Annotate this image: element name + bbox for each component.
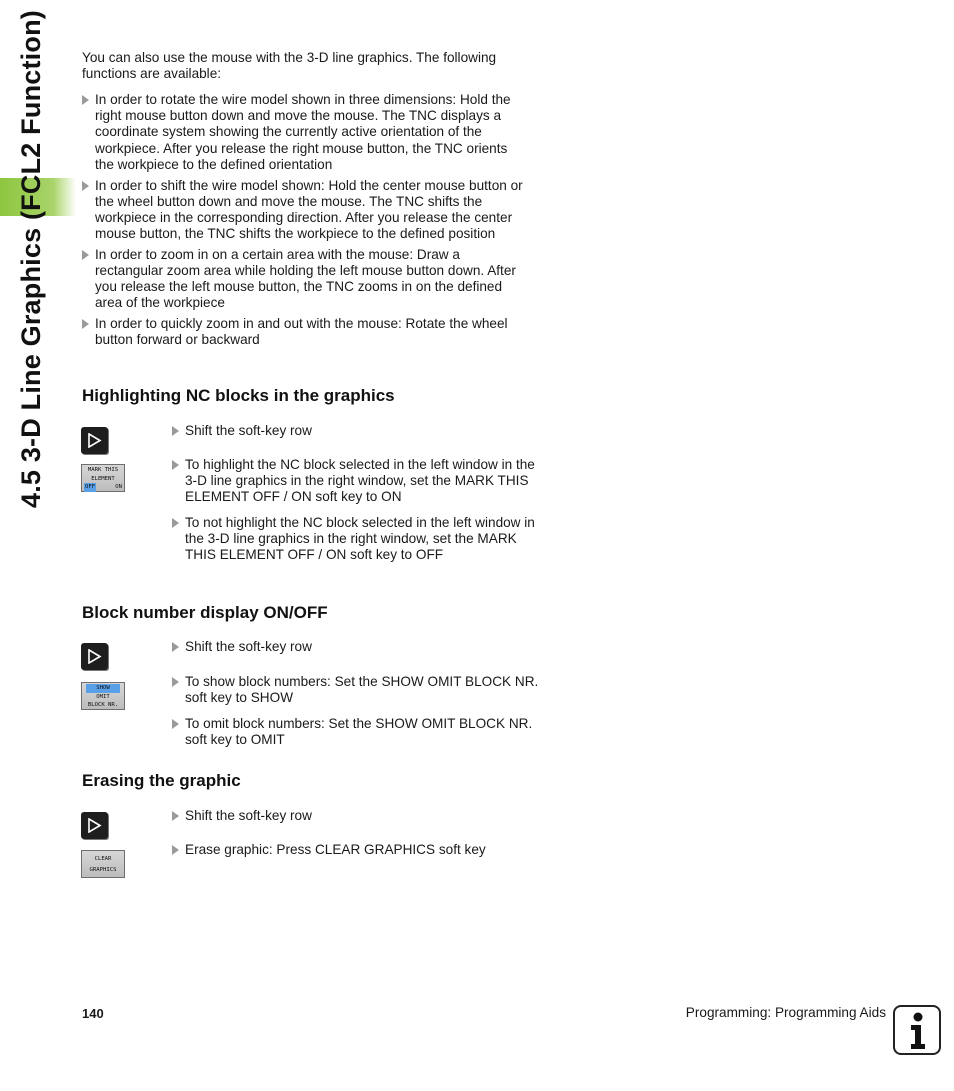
intro-paragraph: You can also use the mouse with the 3-D line graphics. The following functions are available: [82, 50, 497, 82]
bullet-arrow-icon [172, 460, 179, 470]
bullet-arrow-icon [82, 181, 89, 191]
highlight-off-step: To not highlight the NC block selected in the left window in the 3-D line graphics in the right window, set the MARK THIS ELEMENT OFF / ON soft key to OFF [172, 515, 543, 564]
info-i-glyph [905, 1011, 931, 1051]
bullet-arrow-icon [172, 518, 179, 528]
bullet-arrow-icon [82, 319, 89, 329]
next-softkey-row-key[interactable] [81, 427, 108, 454]
clear-graphics-softkey[interactable]: CLEAR GRAPHICS [81, 850, 125, 878]
chapter-side-title: 4.5 3-D Line Graphics (FCL2 Function) [16, 10, 46, 508]
section-heading-highlighting: Highlighting NC blocks in the graphics [82, 386, 395, 405]
bullet-arrow-icon [82, 250, 89, 260]
list-item: In order to quickly zoom in and out with the mouse: Rotate the wheel button forward or backward [82, 316, 528, 348]
omit-block-numbers-step: To omit block numbers: Set the SHOW OMIT BLOCK NR. soft key to OMIT [172, 716, 543, 748]
shift-softkey-step: Shift the soft-key row [172, 808, 543, 824]
next-softkey-row-key[interactable] [81, 812, 108, 839]
shift-softkey-step: Shift the soft-key row [172, 423, 543, 439]
section-heading-block-number: Block number display ON/OFF [82, 603, 328, 622]
bullet-arrow-icon [82, 95, 89, 105]
show-block-numbers-step: To show block numbers: Set the SHOW OMIT BLOCK NR. soft key to SHOW [172, 674, 543, 706]
list-item: In order to shift the wire model shown: Hold the center mouse button or the wheel button down and move the mouse. The TNC shifts the workpiece in the corresponding direction. After you release the center mouse button, the TNC shifts the workpiece to the defined position [82, 178, 528, 243]
info-icon [893, 1005, 941, 1055]
section-heading-erasing: Erasing the graphic [82, 771, 241, 790]
softkey-on-option: ON [115, 484, 122, 491]
bullet-arrow-icon [172, 845, 179, 855]
page-number: 140 [82, 1006, 104, 1021]
softkey-off-option: OFF [85, 484, 96, 491]
mark-this-element-softkey[interactable]: MARK THIS ELEMENT OFF ON [81, 464, 125, 492]
list-item: In order to zoom in on a certain area with the mouse: Draw a rectangular zoom area while holding the left mouse button down. After you release the left mouse button, the TNC zooms in on the defined area of the workpiece [82, 247, 528, 312]
footer-chapter-title: Programming: Programming Aids [685, 1005, 886, 1020]
erase-graphic-step: Erase graphic: Press CLEAR GRAPHICS soft key [172, 842, 543, 858]
bullet-arrow-icon [172, 719, 179, 729]
play-arrow-icon [87, 649, 102, 664]
mouse-functions-list [82, 92, 528, 353]
shift-softkey-step: Shift the soft-key row [172, 639, 543, 655]
bullet-arrow-icon [172, 677, 179, 687]
bullet-arrow-icon [172, 811, 179, 821]
show-omit-block-nr-softkey[interactable]: SHOW OMIT BLOCK NR. [81, 682, 125, 710]
next-softkey-row-key[interactable] [81, 643, 108, 670]
list-item: In order to rotate the wire model shown in three dimensions: Hold the right mouse button down and move the mouse. The TNC displays a coordinate system showing the currently active orientation of the workpiece. After you release the right mouse button, the TNC orients the workpiece to the defined orientation [82, 92, 528, 173]
bullet-arrow-icon [172, 426, 179, 436]
play-arrow-icon [87, 818, 102, 833]
highlight-on-step: To highlight the NC block selected in the left window in the 3-D line graphics in the right window, set the MARK THIS ELEMENT OFF / ON soft key to ON [172, 457, 543, 506]
bullet-arrow-icon [172, 642, 179, 652]
play-arrow-icon [87, 433, 102, 448]
